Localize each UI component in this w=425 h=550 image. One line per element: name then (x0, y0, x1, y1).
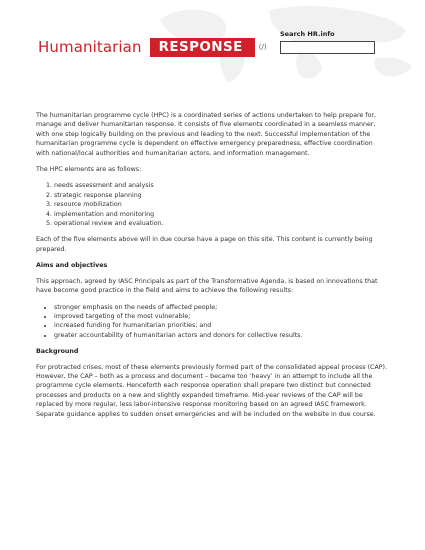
site-header (0, 0, 425, 85)
list-item: 1. needs assessment and analysis (54, 181, 388, 190)
search-input[interactable] (280, 41, 375, 54)
aims-list (36, 303, 388, 341)
aims-heading: Aims and objectives (36, 262, 108, 270)
list-item: • improved targeting of the most vulnerable; (54, 312, 388, 321)
list-item: 3. resource mobilization (54, 200, 388, 209)
logo-wordmark: Humanitarian (38, 38, 142, 56)
list-item: 2. strategic response planning (54, 191, 388, 200)
logo-response-box: RESPONSE (150, 38, 255, 57)
site-logo[interactable] (38, 37, 267, 57)
background-heading: Background (36, 348, 79, 356)
list-item: 5. operational review and evaluation. (54, 219, 388, 228)
hpc-elements-list (36, 181, 388, 228)
list-item: • stronger emphasis on the needs of affected people; (54, 303, 388, 312)
aims-intro: This approach, agreed by IASC Principals as part of the Transformative Agenda, is based on innovations that have become good practice in the field and aims to achieve the following results: (36, 277, 378, 295)
list-item: • greater accountability of humanitarian actors and donors for collective results. (54, 331, 388, 340)
background-paragraph: For protracted crises, most of these elements previously formed part of the consolidated appeal process (CAP). However, the CAP – both as a process and document – became too ‘heavy’ in an attempt to include all the programme cycle elements. Henceforth each response operation shall prepare two distinct but connected processes and products on a new and slightly expanded timeframe. Mid-year reviews of the CAP will be replaced by more regular, less labor-intensive response monitoring based on an agreed IASC framework. Separate guidance applies to sudden onset emergencies and will be included on the website in due course. (36, 363, 388, 418)
list-item: 4. implementation and monitoring (54, 210, 388, 219)
main-content (36, 111, 388, 426)
elements-intro: The HPC elements are as follows: (36, 166, 142, 174)
intro-paragraph: The humanitarian programme cycle (HPC) is a coordinated series of actions undertaken to help prepare for, manage and deliver humanitarian response. It consists of five elements coordinated in a seamless manner, with one step logically building on the previous and leading to the next. Successful implementation of the humanitarian programme cycle is dependent on effective emergency preparedness, effective coordination with national/local authorities and humanitarian actors, and information management. (36, 112, 376, 157)
list-item: • increased funding for humanitarian priorities; and (54, 321, 388, 330)
logo-home-link[interactable]: (/) (258, 43, 267, 51)
search-label: Search HR.info (280, 30, 335, 38)
elements-note: Each of the five elements above will in due course have a page on this site. This content is currently being prepared. (36, 236, 373, 253)
